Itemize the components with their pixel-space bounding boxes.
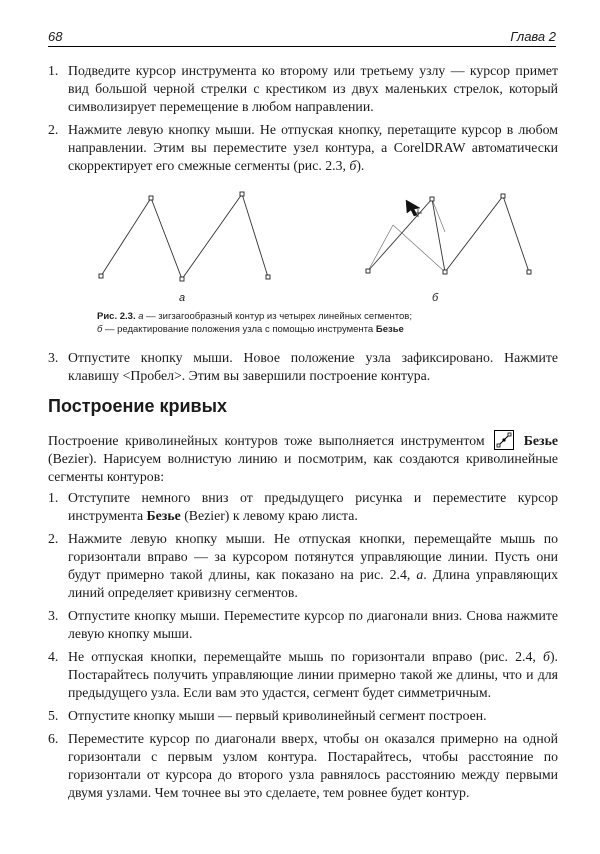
item-number: 3. <box>48 350 59 365</box>
item-text-end: ). Постарайтесь получить управляющие линии примерно такой же длины, что и для предыдущего узла. Если вам это удастся, сегмент будет симметричным. <box>68 649 558 700</box>
item-text: Не отпуская кнопки, перемещайте мышь по горизонтали вправо (рис. 2.4, <box>68 649 543 664</box>
node <box>430 197 434 201</box>
item-number: 6. <box>48 731 59 746</box>
item-text-italic: а <box>416 567 424 582</box>
list-item <box>48 349 558 385</box>
caption-letter-a: а <box>138 311 144 322</box>
list-item <box>48 489 558 525</box>
node <box>527 270 531 274</box>
item-number: 3. <box>48 608 59 623</box>
chapter-title: Глава 2 <box>510 29 556 44</box>
page-number: 68 <box>48 29 63 44</box>
item-text-italic: б <box>543 649 550 664</box>
node <box>501 194 505 198</box>
item-text: Отпустите кнопку мыши. Переместите курсор по диагонали вниз. Снова нажмите левую кнопку мыши. <box>68 608 558 641</box>
item-number: 1. <box>48 490 59 505</box>
steps-list-2 <box>48 349 558 385</box>
list-item <box>48 530 558 602</box>
list-item <box>48 62 558 116</box>
page-header <box>48 28 556 47</box>
section-paragraph <box>48 430 558 486</box>
item-text-end: (Bezier) к левому краю листа. <box>180 508 358 523</box>
tool-name: Безье <box>523 433 559 448</box>
caption-text-b: — редактирование положения узла с помощью инструмента <box>102 324 376 335</box>
item-text: Отпустите кнопку мыши — первый криволинейный сегмент построен. <box>68 708 487 723</box>
item-number: 4. <box>48 649 59 664</box>
item-number: 2. <box>48 531 59 546</box>
caption-tool: Безье <box>375 324 404 335</box>
zigzag-diagrams <box>48 182 558 307</box>
item-text: Переместите курсор по диагонали вверх, чтобы он оказался примерно на одной горизонтали с первым узлом контура. Постарайтесь, чтобы расстояние по горизонтали от курсора до второго узла равнялось расстоянию между первыми двумя узлами. Чем точнее вы это сделаете, тем ровнее будет контур. <box>68 731 558 800</box>
steps-list-1 <box>48 62 558 180</box>
item-text-end: ). <box>356 158 365 173</box>
steps-list-3 <box>48 489 558 807</box>
zigzag-path-b <box>368 196 529 272</box>
list-item <box>48 607 558 643</box>
item-number: 5. <box>48 708 59 723</box>
paragraph-text-end: (Bezier). Нарисуем волнистую линию и посмотрим, как создаются криволинейные сегменты контуров: <box>48 451 558 484</box>
figure-caption <box>97 310 517 336</box>
item-number: 2. <box>48 122 59 137</box>
zigzag-path-a <box>101 194 268 279</box>
item-text: Отступите немного вниз от предыдущего рисунка и переместите курсор инструмента <box>68 490 558 523</box>
item-text-italic: б <box>349 158 357 173</box>
original-segment <box>393 225 445 272</box>
paragraph-text: Построение криволинейных контуров тоже выполняется инструментом <box>48 433 485 448</box>
caption-prefix: Рис. 2.3. <box>97 311 136 322</box>
node <box>99 274 103 278</box>
item-text: Нажмите левую кнопку мыши. Не отпуская кнопки, перемещайте мышь по горизонтали вправо — за курсором потянутся управляющие линии. Пусть они будут примерно такой длины, как показано на рис. 2.4, <box>68 531 558 582</box>
item-text-bold: Безье <box>146 508 181 523</box>
item-text: Отпустите кнопку мыши. Новое положение узла зафиксировано. Нажмите клавишу <Пробел>. Этим вы завершили построение контура. <box>68 350 558 383</box>
node <box>180 277 184 281</box>
node <box>366 269 370 273</box>
node <box>443 270 447 274</box>
item-text-end: . Длина управляющих линий определяет кривизну сегментов. <box>68 567 558 600</box>
guide-line <box>432 199 445 232</box>
list-item <box>48 730 558 802</box>
item-number: 1. <box>48 63 59 78</box>
bezier-tool-icon <box>494 430 514 450</box>
section-title: Построение кривых <box>48 396 227 416</box>
node <box>266 275 270 279</box>
item-text: Подведите курсор инструмента ко второму или третьему узлу — курсор примет вид большой черной стрелки с крестиком из двух маленьких стрелок, который символизирует перемещение в любом направлении. <box>68 63 558 114</box>
caption-text-a: — зигзагообразный контур из четырех линейных сегментов; <box>143 311 412 322</box>
node <box>240 192 244 196</box>
list-item <box>48 648 558 702</box>
label-a: а <box>179 292 186 304</box>
list-item <box>48 121 558 175</box>
item-text: Нажмите левую кнопку мыши. Не отпуская кнопку, перетащите курсор в любом направлении. Этим вы переместите узел контура, а CorelDRAW автоматически скорректирует его смежные сегменты (рис. 2.3, <box>68 122 558 173</box>
original-segment <box>368 225 393 271</box>
node <box>149 196 153 200</box>
list-item <box>48 707 558 725</box>
label-b: б <box>432 292 439 304</box>
caption-letter-b: б <box>97 324 103 335</box>
